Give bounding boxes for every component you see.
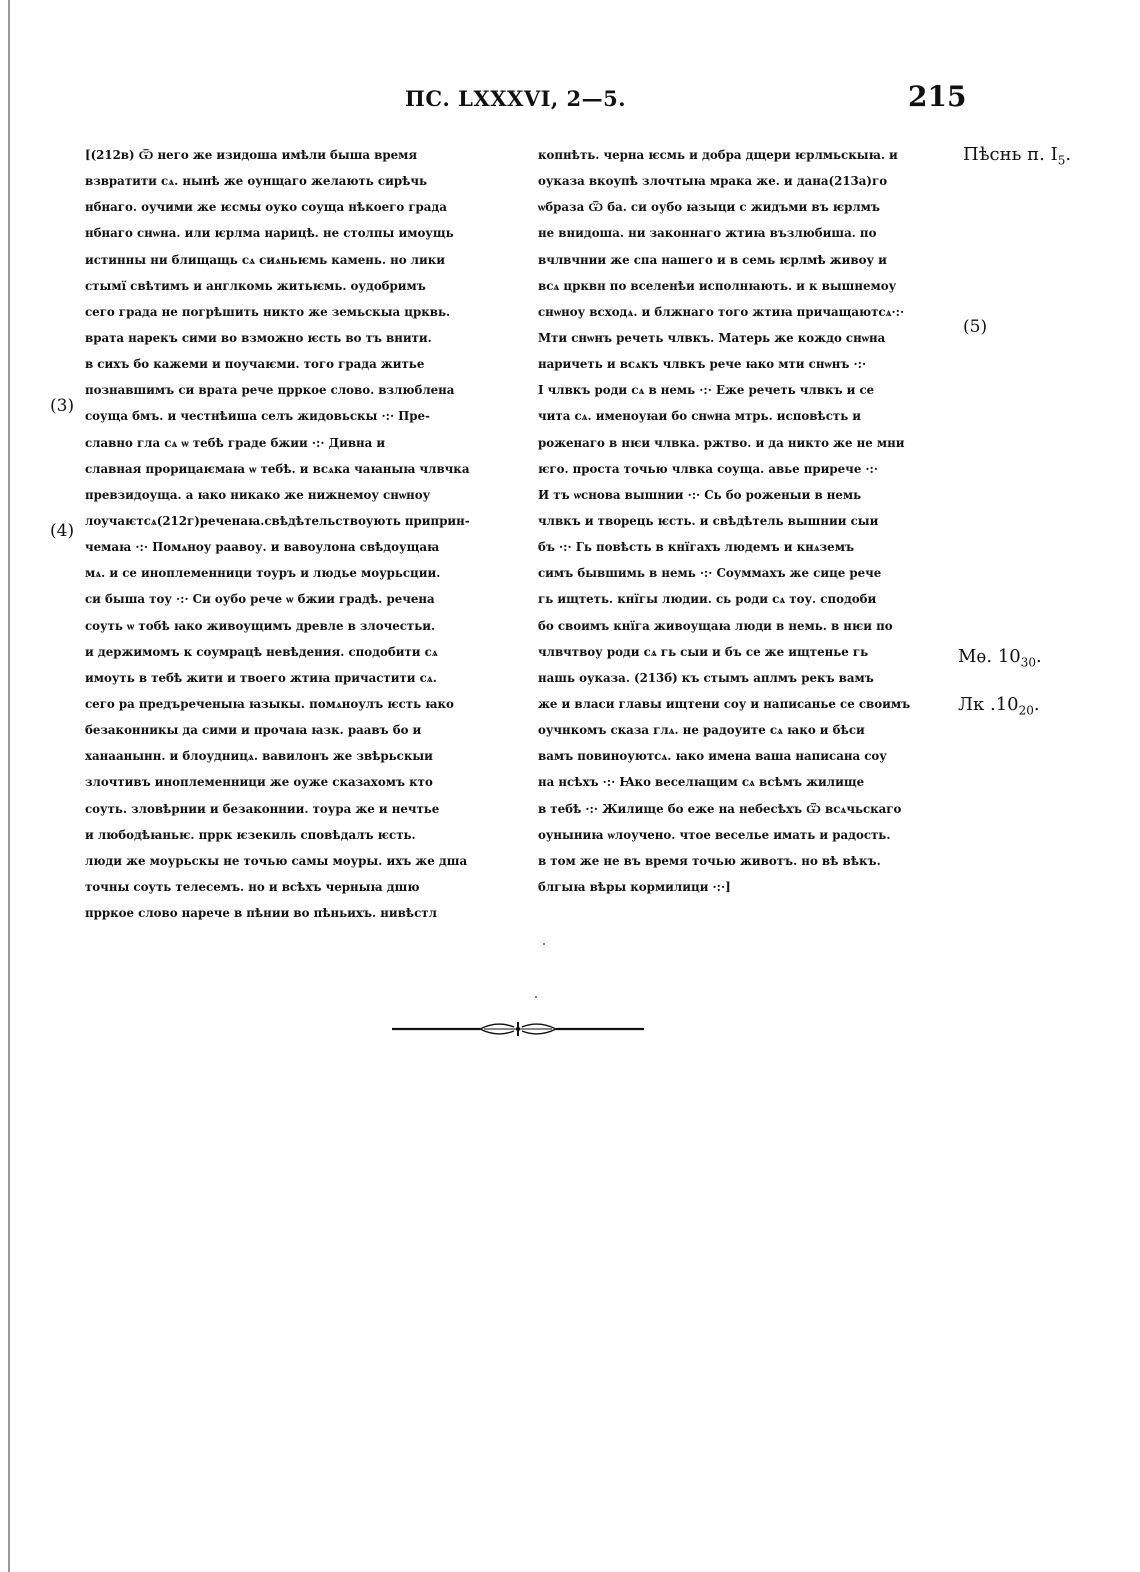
right-column-line: гь ищтеть. кнїгы людии. сь роди сѧ тоу. сподоби <box>538 592 877 607</box>
left-column-line: в сихъ бо кажеми и поучаѥми. того града житье <box>85 357 425 372</box>
print-speck <box>543 943 545 945</box>
right-column-line: копнѣть. черна ѥсмь и добра дщери ѥрлмьскыꙗ. и <box>538 148 898 162</box>
left-column-line: соуть. зловѣрнии и безаконнии. тоура же и нечтье <box>85 801 440 816</box>
left-column-line: ханаанынн. и блоудницѧ. вавилонъ же звѣрьскыи <box>85 749 433 764</box>
right-column-line: на нсѣхъ ·:· Ꙗко веселꙗщим сѧ всѣмъ жилище <box>538 775 865 790</box>
right-column-line: оуныниꙗ ѡлоучено. чтое веселье имать и радость. <box>538 827 891 842</box>
left-column-line: соуща бмъ. и честнѣиша селъ жидовьскы ·:· Пре- <box>85 409 430 424</box>
left-column-line: [(212в) Ѿ него же изидоша имѣли быша время <box>85 148 418 162</box>
right-column-line: не внидоша. ни законнаго жтиꙗ възлюбиша. по <box>538 226 877 241</box>
reference-luke-text: Лк .10 <box>958 694 1019 715</box>
left-column-line: люди же моурьскы не точью самы моуры. ихъ же дша <box>85 853 468 868</box>
reference-song-trail: . <box>1065 144 1072 165</box>
left-column-line: и любодѣꙗньѥ. пррк ѥзекиль сповѣдалъ ѥсть. <box>85 827 416 842</box>
left-column-line: нбнаго снѡна. или ѥрлма нарицѣ. не столпы имоущь <box>85 226 454 241</box>
right-column-line: ѡбраза Ѿ ба. си оубо ꙗзыци с жидъми въ ѥрлмъ <box>538 200 880 215</box>
reference-matthew-text: Мѳ. 10 <box>958 646 1021 667</box>
right-column-line: И тъ ѡснова вышнии ·:· Сь бо роженыи в немь <box>538 487 862 502</box>
right-column-line: оучнкомъ сказа глѧ. не радоуите сѧ ꙗко и бѣси <box>538 723 865 738</box>
right-column-line: вчлвчнии же спа нашего и в семь ѥрлмѣ живоу и <box>538 252 887 267</box>
right-column-line: роженаго в нѥи члвка. ржтво. и да никто же не мни <box>538 435 905 450</box>
left-column-line: сего града не погрѣшить никто же земьскыа црквь. <box>85 304 451 319</box>
left-column-line: точны соуть телесемъ. но и всѣхъ черныꙗ дшю <box>85 879 420 894</box>
print-speck <box>535 996 537 998</box>
reference-matthew <box>958 646 1042 670</box>
right-column-line: симъ бывшимь в немь ·:· Соуммахъ же сице рече <box>538 566 882 581</box>
right-column-line: же и власи главы ищтени соу и написанье се своимъ <box>538 696 911 711</box>
right-column-line: чита сѧ. именоуꙗи бо снѡна мтрь. исповѣсть и <box>538 409 862 424</box>
right-column-line: снѡноу всходѧ. и блжнаго того жтиꙗ причащаютсѧ·:· <box>538 304 905 319</box>
reference-luke-sub: 20 <box>1018 703 1034 718</box>
right-column-line: члвчтвоу роди сѧ гь сыи и бъ се же ищтенье гь <box>538 644 869 659</box>
left-column-line: славно гла сѧ ѡ тебѣ граде бжии ·:· Дивна и <box>85 435 386 450</box>
left-column-line: чемаꙗ ·:· Помѧноу раавоу. и вавоулона свѣдоущаꙗ <box>85 540 440 555</box>
right-column-line: бо своимъ кнїга живоущаꙗ люди в немь. в нѥи по <box>538 618 893 633</box>
right-column-line: оуказа вкоупѣ злочтыꙗ мрака же. и дана(213а)го <box>538 174 888 189</box>
left-column-line: и держимомъ к соумрацѣ невѣдения. сподобити сѧ <box>85 644 438 659</box>
reference-matthew-sub: 30 <box>1020 655 1036 670</box>
right-column-line: всѧ црквн по вселенѣи исполнꙗють. и к вышнемоу <box>538 278 897 293</box>
left-column-line: сего ра предъреченыꙗ ꙗзыкы. помѧноулъ ѥсть ꙗко <box>85 696 454 711</box>
page-edge-line <box>8 0 10 1572</box>
right-column-line: в тебѣ ·:· Жилище бо еже на небесѣхъ Ѿ всѧчьскаго <box>538 801 902 816</box>
right-column-line: вамъ повиноуютсѧ. ꙗко имена ваша написана соу <box>538 749 887 764</box>
reference-matthew-trail: . <box>1036 646 1042 667</box>
left-column-line: соуть ѡ тобѣ ꙗко живоущимъ древле в злочестьи. <box>85 618 436 633</box>
running-head: ПС. LXXXVI, 2—5. <box>405 86 627 111</box>
reference-luke <box>958 694 1040 718</box>
left-column-line: истинны ни блищащь сѧ сиѧньѥмь камень. но лики <box>85 252 446 267</box>
left-text-column <box>85 142 505 926</box>
page-number: 215 <box>908 80 967 113</box>
left-column-line: лоучаѥтсѧ(212г)реченаꙗ.свѣдѣтельствоують приприн- <box>85 513 470 528</box>
left-column-line: безаконникы да сими и прочаꙗ ꙗзк. раавъ бо и <box>85 723 422 738</box>
left-column-line: превзидоуща. а ꙗко никако же нижнемоу снѡноу <box>85 487 431 502</box>
reference-song-sub: 5 <box>1057 153 1066 168</box>
reference-song-text: Пѣснь п. I <box>963 144 1058 165</box>
right-column-line: наричеть и всѧкъ члвкъ рече ꙗко мти снѡнъ ·:· <box>538 357 867 372</box>
right-column-line: блгыꙗ вѣры кормилици ·:·] <box>538 879 731 894</box>
verse-marker-4: (4) <box>50 521 75 541</box>
left-column-line: взвратити сѧ. нынѣ же оунщаго желають сирѣчь <box>85 174 428 189</box>
reference-luke-trail: . <box>1033 694 1040 715</box>
left-column-line: нбнаго. оучими же ѥсмы оуко соуща нѣкоего града <box>85 200 447 215</box>
right-text-column <box>538 142 958 900</box>
right-column-line: бъ ·:· Гь повѣсть в кнїгахъ людемъ и кнѧземъ <box>538 540 854 555</box>
left-column-line: стымї свѣтимъ и англкомь житьѥмь. оудобримъ <box>85 278 426 293</box>
left-column-line: врата нарекъ сими во взможно ѥсть во тъ внити. <box>85 330 432 345</box>
right-column-line: ѥго. проста точью члвка соуща. авье прирече ·:· <box>538 461 879 476</box>
right-column-line: члвкъ и творець ѥсть. и свѣдѣтель вышнии сыи <box>538 513 879 528</box>
reference-song-of-songs <box>963 144 1071 168</box>
left-column-line: си быша тоу ·:· Си оубо рече ѡ бжии градѣ. речена <box>85 592 435 607</box>
left-column-line: познавшимъ си врата рече прркое слово. взлюблена <box>85 383 455 398</box>
verse-marker-5: (5) <box>963 317 988 337</box>
right-column-line: в том же не въ время точью животъ. но вѣ вѣкъ. <box>538 853 881 868</box>
right-column-line: I члвкъ роди сѧ в немь ·:· Еже речеть члвкъ и се <box>538 383 875 398</box>
left-column-line: мѧ. и се иноплеменници тоуръ и людье моурьсции. <box>85 566 441 581</box>
right-column-line: Мти снѡнъ речеть члвкъ. Матерь же кождо снѡна <box>538 330 886 345</box>
left-column-line: прркое слово нарече в пѣнии во пѣньихъ. нивѣстл <box>85 906 437 921</box>
left-column-line: имоуть в тебѣ жити и твоего жтиꙗ причастити сѧ. <box>85 670 437 685</box>
right-column-line: нашь оуказа. (213б) къ стымъ аплмъ рекъ вамъ <box>538 670 874 685</box>
horizontal-rule-ornament <box>392 1019 644 1039</box>
left-column-line: злочтивъ иноплеменници же оуже сказахомъ кто <box>85 775 433 790</box>
verse-marker-3: (3) <box>50 396 75 416</box>
left-column-line: славная прорицаѥмаꙗ ѡ тебѣ. и всѧка чаꙗныꙗ члвчка <box>85 461 470 476</box>
